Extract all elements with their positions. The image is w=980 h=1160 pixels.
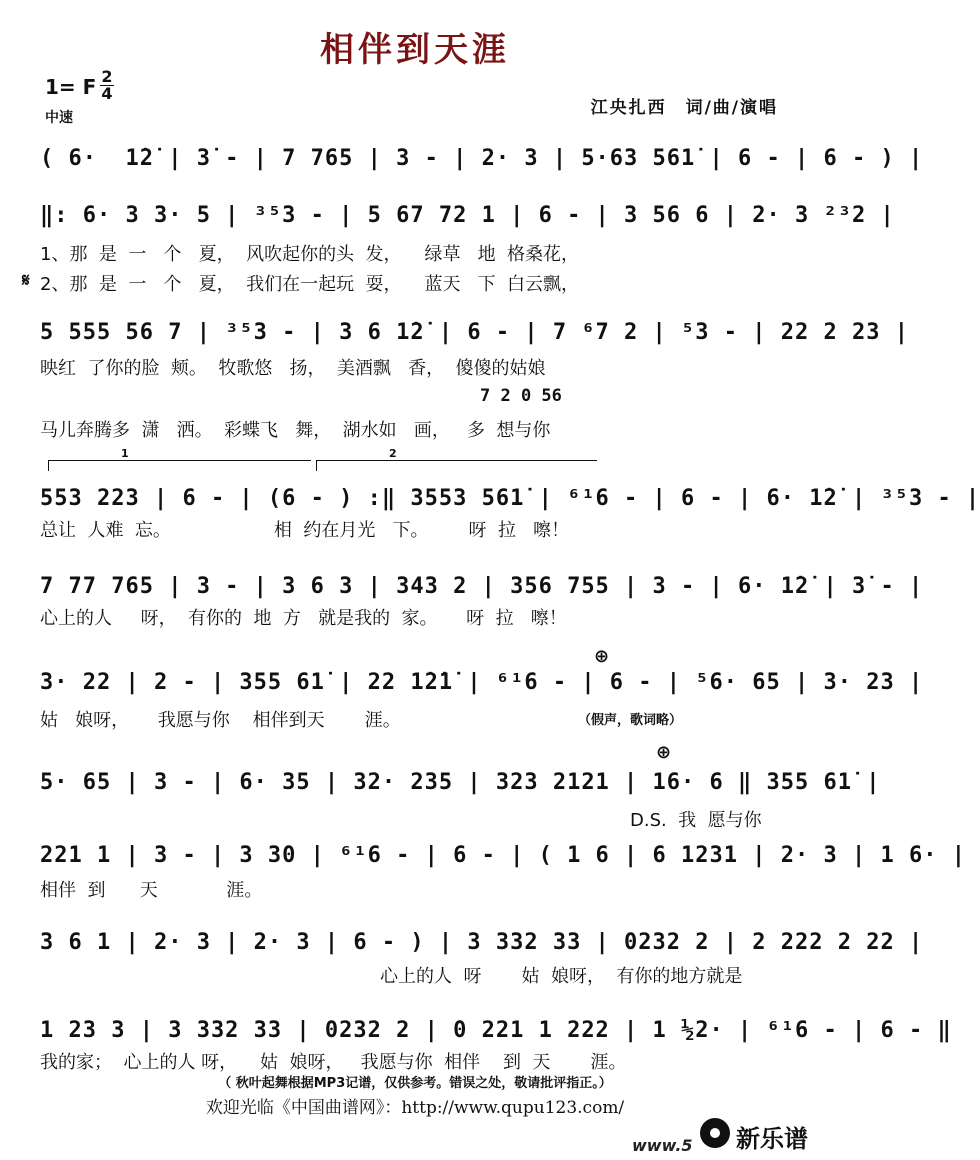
- notation-row: [40, 762, 881, 802]
- notation-text: ( 6· 1̇2̇ | 3̇ - | 7 765 | 3 - | 2· 3 | 5·63 561̇ | 6 - | 6 - ) |: [40, 146, 924, 171]
- lyric-line: [40, 236, 792, 266]
- meter-bottom: 4: [101, 84, 113, 103]
- notation-row: [40, 662, 924, 702]
- lyric-line: [40, 872, 792, 902]
- song-title: 相伴到天涯: [320, 30, 510, 70]
- lyric-text: 姑 娘呀， 我愿与你 相伴到天 涯。: [40, 710, 401, 731]
- record-logo-icon: [700, 1118, 730, 1148]
- notation-text: 5 555 56 7 | ³⁵3 - | 3 6 1̇2̇ | 6 - | 7 ⁶7 2 | ⁵3 - | 22 2 23 |: [40, 320, 909, 345]
- falsetto-note: （假声，歌词略）: [578, 713, 683, 728]
- notation-row: [40, 195, 895, 235]
- lyric-line: [40, 350, 792, 380]
- lyric-text: 心上的人 呀 姑 娘呀， 有你的地方就是: [380, 966, 743, 987]
- lyric-text: 2、那 是 一 个 夏， 我们在一起玩 耍， 蓝天 下 白云飘，: [40, 274, 580, 295]
- notation-text: ‖: 6· 3 3· 5 | ³⁵3 - | 5 67 72 1 | 6 - | 3 56 6 | 2· 3 ²³2 |: [40, 203, 895, 228]
- lyric-line: [40, 1044, 792, 1074]
- coda-mark: ⊕: [594, 646, 610, 667]
- site-link[interactable]: 欢迎光临《中国曲谱网》：http://www.qupu123.com/: [205, 1098, 625, 1118]
- watermark-url: www.5: [632, 1136, 693, 1155]
- footnote: （ 秋叶起舞根据MP3记谱，仅供参考。错误之处，敬请批评指正。）: [218, 1076, 612, 1091]
- notation-text: 1 23 3 | 3 332 33 | 0232 2 | 0 221 1 222 | 1 ½2· | ⁶¹6 - | 6 - ‖: [40, 1018, 952, 1043]
- first-ending-bracket: [48, 447, 311, 471]
- segno-mark: 𝄋: [22, 270, 30, 291]
- lyric-line: [40, 512, 792, 542]
- ending-number: 2: [389, 447, 397, 460]
- key-signature: 1= F: [45, 75, 97, 99]
- notation-text: 5· 65 | 3 - | 6· 35 | 32· 235 | 323 2121 | 16· 6 ‖ 355 61̇ |: [40, 770, 881, 795]
- tempo-marking: 中速: [45, 110, 73, 126]
- time-signature: [100, 67, 114, 103]
- lyric-text: 映红 了你的脸 颊。 牧歌悠 扬， 美酒飘 香， 傻傻的姑娘: [40, 358, 546, 379]
- notation-row: [40, 922, 924, 962]
- notation-text: 3 6 1 | 2· 3 | 2· 3 | 6 - ) | 3 332 33 | 0232 2 | 2 222 2 22 |: [40, 930, 924, 955]
- meter-top: 2: [101, 67, 113, 86]
- lyric-text: 马儿奔腾多 潇 洒。 彩蝶飞 舞， 湖水如 画， 多 想与你: [40, 420, 551, 441]
- second-ending-bracket: [316, 447, 597, 471]
- lyric-line: [40, 412, 792, 442]
- notation-text: 221 1 | 3 - | 3 30 | ⁶¹6 - | 6 - | ( 1 6 | 6 1231 | 2· 3 | 1 6· |: [40, 843, 966, 868]
- coda-mark: ⊕: [656, 742, 672, 763]
- notation-row: [40, 312, 909, 352]
- lyric-text: D.S. 我 愿与你: [630, 810, 762, 831]
- lyric-text: 总让 人难 忘。 相 约在月光 下。 呀 拉 嚓！: [40, 520, 570, 541]
- lyric-text: 心上的人 呀， 有你的 地 方 就是我的 家。 呀 拉 嚓！: [40, 608, 567, 629]
- lyric-line: [40, 600, 792, 630]
- notation-text: 7 77 765 | 3 - | 3 6 3 | 343 2 | 356 755 | 3 - | 6· 1̇2̇ | 3̇ - |: [40, 574, 924, 599]
- notation-row: [40, 835, 966, 875]
- lyric-line: [40, 266, 792, 296]
- lyric-line: [380, 958, 792, 988]
- notation-text: 553 223 | 6 - | (6 - ) :‖ 3553 561̇ | ⁶¹6 - | 6 - | 6· 1̇2̇ | ³⁵3 - |: [40, 486, 980, 511]
- alternate-notes: 7 2 0 56: [480, 386, 562, 406]
- notation-text: 3· 22 | 2 - | 355 61̇ | 22 1̇2̇1̇ | ⁶¹6 - | 6 - | ⁵6· 65 | 3· 23 |: [40, 670, 924, 695]
- notation-row: [40, 138, 924, 178]
- watermark-text: 新乐谱: [736, 1125, 808, 1153]
- lyric-text: 相伴 到 天 涯。: [40, 880, 263, 901]
- credits: 江央扎西 词/曲/演唱: [590, 98, 778, 118]
- ending-number: 1: [121, 447, 129, 460]
- lyric-text: 我的家； 心上的人 呀， 姑 娘呀， 我愿与你 相伴 到 天 涯。: [40, 1052, 627, 1073]
- lyric-line: [630, 802, 792, 832]
- lyric-text: 1、那 是 一 个 夏， 风吹起你的头 发， 绿草 地 格桑花，: [40, 244, 580, 265]
